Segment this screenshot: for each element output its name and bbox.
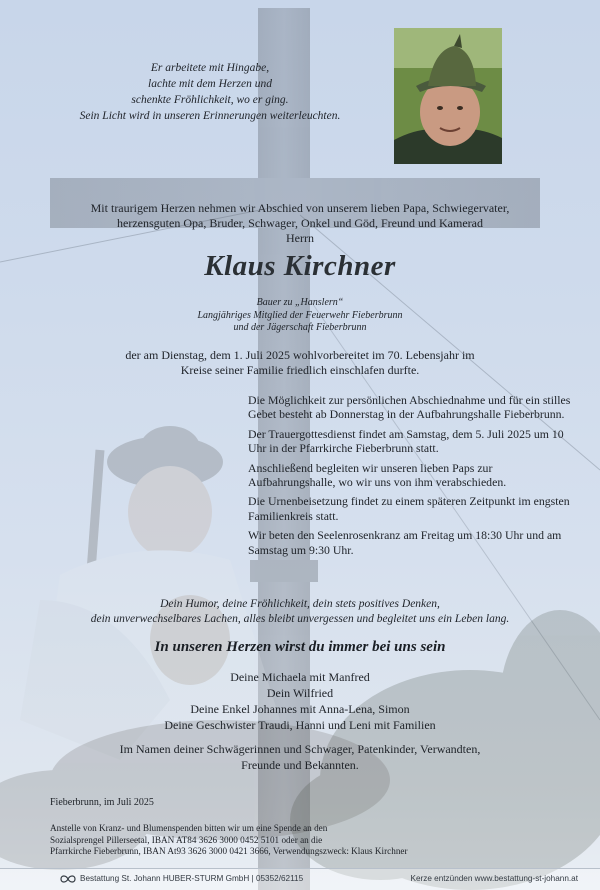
relatives-line: Im Namen deiner Schwägerinnen und Schwager, Patenkinder, Verwandten,: [119, 742, 481, 756]
poem-line: lachte mit dem Herzen und: [148, 78, 272, 90]
portrait-photo: [394, 28, 502, 164]
place-and-date: Fieberbrunn, im Juli 2025: [50, 797, 154, 808]
family-line: Dein Wilfried: [266, 686, 334, 700]
family-line: Deine Michaela mit Manfred: [230, 670, 370, 684]
intro-line: herzensguten Opa, Bruder, Schwager, Onkel und Göd, Freund und Kamerad: [117, 216, 483, 230]
poem-line: schenkte Fröhlichkeit, wo er ging.: [131, 94, 289, 106]
intro-line: Herrn: [286, 231, 314, 245]
service-detail-paragraph: Wir beten den Seelenrosenkranz am Freitag um 18:30 Uhr und am Samstag um 9:30 Uhr.: [248, 528, 562, 557]
portrait-man-with-hat-icon: [394, 28, 502, 164]
death-notice-line: der am Dienstag, dem 1. Juli 2025 wohlvorbereitet im 70. Lebensjahr im: [125, 348, 475, 362]
quote-line: Dein Humor, deine Fröhlichkeit, dein stets positives Denken,: [160, 598, 440, 610]
memorial-heading: In unseren Herzen wirst du immer bei uns sein: [154, 639, 446, 655]
subtitle-line: Langjähriges Mitglied der Feuerwehr Fieberbrunn: [197, 309, 403, 321]
family-list: [100, 669, 500, 733]
donation-line: Anstelle von Kranz- und Blumenspenden bitten wir um eine Spende an den: [50, 823, 328, 833]
service-detail-paragraph: Die Urnenbeisetzung findet zu einem späteren Zeitpunkt im engsten Familienkreis statt.: [248, 494, 570, 523]
funeral-home-info: Bestattung St. Johann HUBER-STURM GmbH | 05352/62115: [80, 874, 304, 883]
service-details: [248, 393, 578, 562]
donation-note: [50, 823, 470, 858]
footer-bar: [0, 868, 600, 890]
service-detail-paragraph: Der Trauergottesdienst findet am Samstag, dem 5. Juli 2025 um 10 Uhr in der Pfarrkirche Fieberbrunn statt.: [248, 426, 564, 456]
poem: [40, 60, 380, 124]
donation-line: Sozialsprengel Pillerseetal, IBAN AT84 3626 3000 0452 5101 oder an die: [50, 834, 323, 845]
death-notice: [100, 348, 500, 378]
donation-line: Pfarrkirche Fieberbrunn, IBAN At93 3626 3000 0421 3666, Verwendungszweck: Klaus Kirchner: [50, 846, 408, 857]
relatives-note: [60, 741, 540, 773]
intro-text: [60, 201, 540, 246]
quote-line: dein unverwechselbares Lachen, alles bleibt unvergessen und begleitet uns ein Leben lang.: [90, 613, 510, 625]
family-line: Deine Geschwister Traudi, Hanni und Leni mit Familien: [164, 718, 436, 732]
deceased-name: Klaus Kirchner: [204, 250, 396, 282]
poem-line: Er arbeitete mit Hingabe,: [150, 62, 270, 74]
relatives-line: Freunde und Bekannten.: [241, 758, 359, 772]
subtitle-line: und der Jägerschaft Fieberbrunn: [233, 322, 367, 333]
poem-line: Sein Licht wird in unseren Erinnerungen weiterleuchten.: [79, 110, 341, 122]
service-detail-paragraph: Die Möglichkeit zur persönlichen Abschiednahme und für ein stilles Gebet besteht ab Donnerstag in der Aufbahrungshalle Fieberbrunn.: [248, 393, 571, 422]
death-notice-line: Kreise seiner Familie friedlich einschlafen durfte.: [180, 363, 420, 377]
subtitle-line: Bauer zu „Hanslern“: [256, 297, 344, 308]
candle-website-link[interactable]: Kerze entzünden www.bestattung-st-johann.at: [410, 874, 578, 883]
family-line: Deine Enkel Johannes mit Anna-Lena, Simon: [190, 702, 410, 716]
intro-line: Mit traurigem Herzen nehmen wir Abschied von unserem lieben Papa, Schwiegervater,: [90, 201, 510, 215]
service-detail-paragraph: Anschließend begleiten wir unseren lieben Paps zur Aufbahrungshalle, wo wir uns von ihm verabschieden.: [248, 460, 507, 490]
deceased-subtitle: [100, 297, 500, 335]
infinity-icon: [60, 873, 76, 885]
memorial-quote: [40, 597, 560, 627]
